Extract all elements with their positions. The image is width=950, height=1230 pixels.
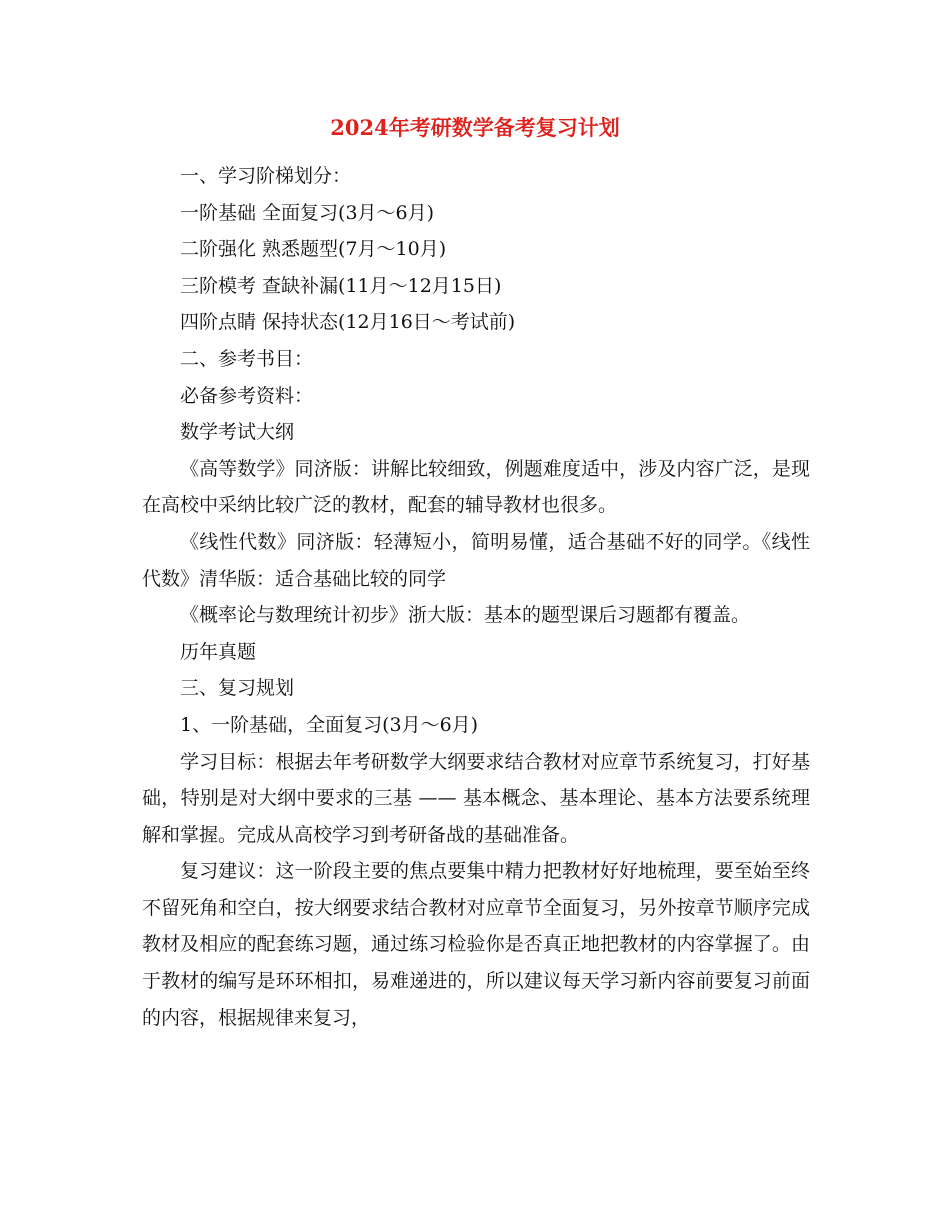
stage-item-3: 三阶模考 查缺补漏(11月～12月15日) <box>180 274 502 297</box>
stage-item-1: 一阶基础 全面复习(3月～6月) <box>180 201 435 224</box>
section-heading-books: 二、参考书目： <box>180 347 314 370</box>
document-body <box>142 158 810 1036</box>
stage-item-4: 四阶点睛 保持状态(12月16日～考试前) <box>180 311 516 334</box>
book-item-past-exams: 历年真题 <box>180 640 257 663</box>
document-title: 2024年考研数学备考复习计划 <box>330 115 620 140</box>
section-heading-plan: 三、复习规划 <box>180 677 295 700</box>
stage-item-2: 二阶强化 熟悉题型(7月～10月) <box>180 238 447 261</box>
plan-stage-1-heading: 1、一阶基础，全面复习(3月～6月) <box>180 713 479 736</box>
plan-stage-1-goal: 学习目标：根据去年考研数学大纲要求结合教材对应章节系统复习，打好基础，特别是对大纲中要求的三基 —— 基本概念、基本理论、基本方法要系统理解和掌握。完成从高校学习到考研备战的基础准备。 <box>142 750 810 846</box>
book-item-syllabus: 数学考试大纲 <box>180 421 295 444</box>
section-heading-stages: 一、学习阶梯划分： <box>180 165 352 187</box>
book-item-probability: 《概率论与数理统计初步》浙大版：基本的题型课后习题都有覆盖。 <box>180 604 751 627</box>
plan-stage-1-advice: 复习建议：这一阶段主要的焦点要集中精力把教材好好地梳理，要至始至终不留死角和空白，按大纲要求结合教材对应章节全面复习，另外按章节顺序完成教材及相应的配套练习题，通过练习检验你是否真正地把教材的内容掌握了。由于教材的编写是环环相扣，易难递进的，所以建议每天学习新内容前要复习前面的内容，根据规律来复习， <box>142 860 810 1029</box>
book-item-linear-algebra: 《线性代数》同济版：轻薄短小，简明易懂，适合基础不好的同学。《线性代数》清华版：适合基础比较的同学 <box>142 530 810 590</box>
book-item-calculus: 《高等数学》同济版：讲解比较细致，例题难度适中，涉及内容广泛，是现在高校中采纳比较广泛的教材，配套的辅导教材也很多。 <box>142 457 810 517</box>
subheading-required-materials: 必备参考资料： <box>180 384 314 407</box>
